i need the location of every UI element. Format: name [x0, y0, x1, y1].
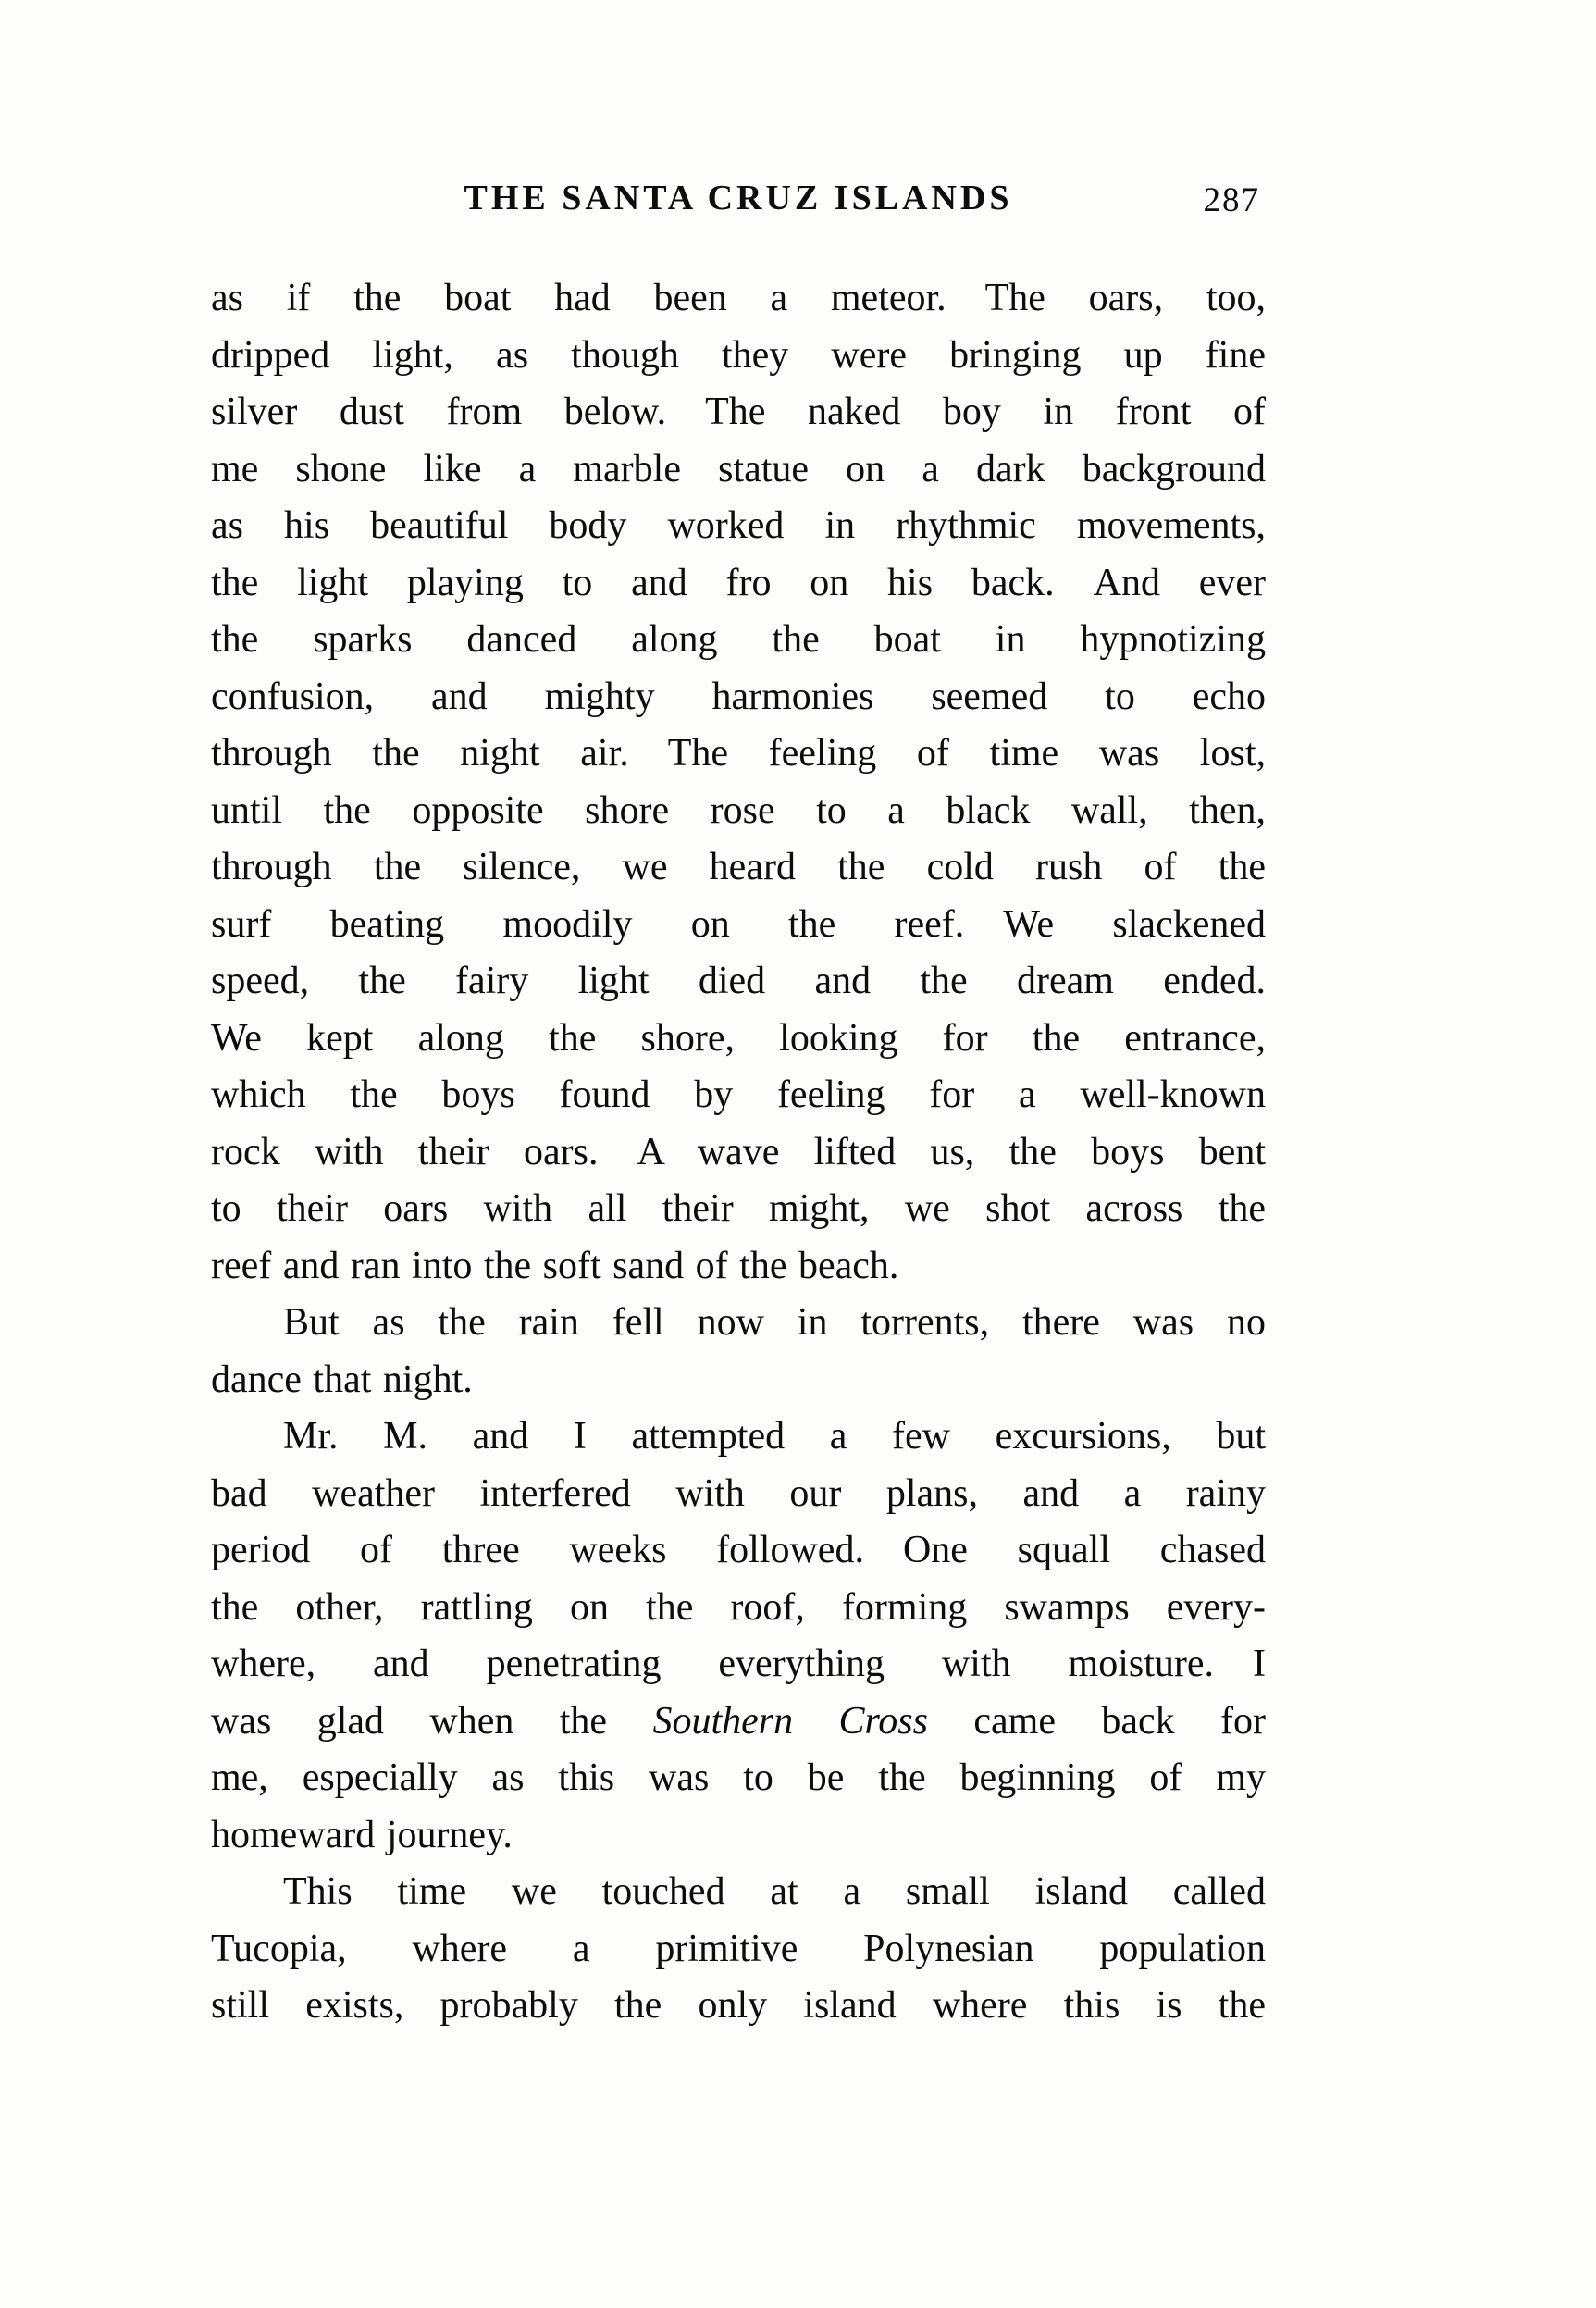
text-run: Tucopia, where a primitive Polynesian population	[211, 1927, 1266, 1970]
text-line	[211, 669, 1266, 726]
text-run: This time we touched at a small island called	[283, 1870, 1266, 1913]
text-run: bad weather interfered with our plans, and a rainy	[211, 1471, 1266, 1515]
text-run: through the silence, we heard the cold rush of the	[211, 846, 1266, 888]
text-run: Mr. M. and I attempted a few excursions, but	[283, 1415, 1266, 1458]
text-run: confusion, and mighty harmonies seemed to echo	[211, 675, 1266, 718]
text-line	[211, 1408, 1266, 1466]
text-line	[211, 897, 1266, 954]
text-line	[211, 1181, 1266, 1238]
text-line	[211, 1694, 1266, 1751]
text-line	[211, 1352, 1266, 1409]
text-run: came back for	[927, 1699, 1266, 1743]
text-line	[211, 1750, 1266, 1807]
text-line	[211, 726, 1266, 783]
page-number: 287	[1203, 181, 1260, 219]
text-line	[211, 1807, 1266, 1865]
text-run: me, especially as this was to be the beginning of my	[211, 1756, 1266, 1799]
ship-name-italic: Southern Cross	[652, 1699, 928, 1743]
text-run: reef and ran into the soft sand of the beach.	[211, 1244, 899, 1287]
text-line	[211, 1864, 1266, 1921]
text-line	[211, 839, 1266, 897]
text-run: period of three weeks followed. One squall chased	[211, 1529, 1266, 1571]
text-run: dripped light, as though they were bringing up fine	[211, 333, 1266, 377]
text-column	[211, 178, 1266, 2035]
text-run: We kept along the shore, looking for the entrance,	[211, 1016, 1266, 1060]
text-line	[211, 1921, 1266, 1979]
text-run: as if the boat had been a meteor. The oars, too,	[211, 277, 1266, 319]
text-run: the sparks danced along the boat in hypnotizing	[211, 618, 1266, 661]
text-run: which the boys found by feeling for a well-known	[211, 1073, 1266, 1116]
text-run: dance that night.	[211, 1358, 473, 1401]
text-line	[211, 1580, 1266, 1637]
text-run: surf beating moodily on the reef. We slackened	[211, 902, 1266, 946]
text-run: until the opposite shore rose to a black wall, then,	[211, 788, 1266, 832]
text-line	[211, 1636, 1266, 1694]
text-run: me shone like a marble statue on a dark background	[211, 447, 1266, 490]
text-line	[211, 1238, 1266, 1296]
text-line	[211, 1522, 1266, 1580]
text-line	[211, 1067, 1266, 1124]
text-line	[211, 328, 1266, 385]
text-run: the light playing to and fro on his back. And ever	[211, 561, 1266, 604]
text-run: where, and penetrating everything with moisture. I	[211, 1643, 1266, 1685]
text-run: But as the rain fell now in torrents, there was no	[283, 1301, 1266, 1344]
text-run: still exists, probably the only island where this is the	[211, 1984, 1266, 2027]
text-line	[211, 555, 1266, 613]
text-run: the other, rattling on the roof, forming swamps every-	[211, 1585, 1266, 1629]
text-line	[211, 953, 1266, 1011]
text-run: through the night air. The feeling of time was lost,	[211, 732, 1266, 775]
text-line	[211, 1295, 1266, 1352]
text-run: to their oars with all their might, we shot across the	[211, 1187, 1266, 1230]
text-run: homeward journey.	[211, 1813, 513, 1856]
text-line	[211, 498, 1266, 555]
text-line	[211, 1011, 1266, 1068]
text-run: silver dust from below. The naked boy in front of	[211, 391, 1266, 433]
running-head-title: THE SANTA CRUZ ISLANDS	[464, 179, 1013, 217]
text-line	[211, 270, 1266, 328]
page-body	[211, 270, 1266, 2035]
text-line	[211, 441, 1266, 499]
text-run: was glad when the	[211, 1699, 653, 1743]
text-line	[211, 1978, 1266, 2035]
text-line	[211, 783, 1266, 840]
page-header	[211, 178, 1266, 226]
text-line	[211, 612, 1266, 669]
text-line	[211, 1466, 1266, 1523]
text-run: speed, the fairy light died and the dream ended.	[211, 960, 1266, 1002]
text-line	[211, 384, 1266, 441]
text-run: as his beautiful body worked in rhythmic movements,	[211, 504, 1266, 547]
text-line	[211, 1124, 1266, 1182]
text-run: rock with their oars. A wave lifted us, the boys bent	[211, 1130, 1266, 1173]
